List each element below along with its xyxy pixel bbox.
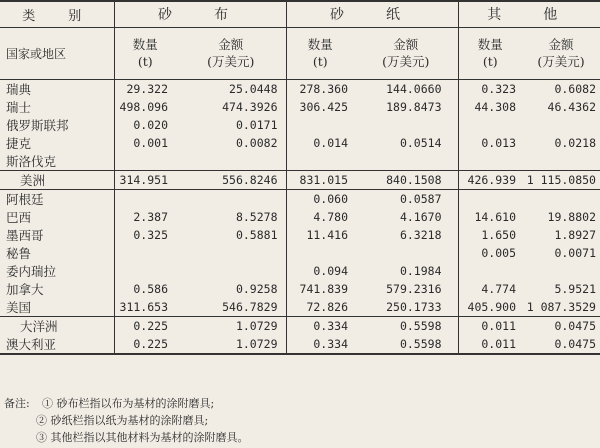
qty-unit: (t)	[482, 54, 498, 69]
paper-qty-cell: 0.334	[286, 335, 354, 354]
cloth-qty-cell	[114, 262, 176, 280]
other-amount-header	[522, 27, 600, 79]
paper-qty-cell	[286, 116, 354, 134]
header-row-categories	[0, 1, 600, 27]
other-qty-cell	[458, 116, 522, 134]
cloth-amount-cell: 1.0729	[176, 335, 286, 354]
cloth-amount-cell	[176, 262, 286, 280]
amount-unit: (万美元)	[382, 54, 430, 69]
cloth-amount-header	[176, 27, 286, 79]
paper-qty-cell: 741.839	[286, 280, 354, 298]
other-amount-cell: 0.0218	[554, 135, 596, 150]
row-label: 加拿大	[6, 281, 44, 297]
paper-qty-cell: 306.425	[286, 98, 354, 116]
qty-label: 数量	[307, 37, 333, 52]
cloth-amount-cell: 0.9258	[235, 281, 278, 296]
row-label: 澳大利亚	[0, 335, 114, 354]
qty-unit: (t)	[137, 54, 153, 69]
cloth-qty-cell: 498.096	[114, 98, 176, 116]
header-row-units	[0, 27, 600, 79]
row-label: 美洲	[0, 170, 114, 189]
paper-amount-cell: 189.8473	[386, 99, 442, 114]
other-amount-cell: 5.9521	[554, 281, 596, 296]
paper-qty-cell: 0.060	[286, 189, 354, 208]
paper-qty-cell	[286, 152, 354, 171]
paper-qty-cell: 0.094	[286, 262, 354, 280]
row-label: 瑞典	[6, 81, 32, 97]
paper-qty-cell: 278.360	[286, 79, 354, 98]
cloth-amount-cell: 25.0448	[229, 81, 278, 96]
region-total-row	[0, 170, 600, 189]
table-row	[0, 189, 600, 208]
amount-unit: (万美元)	[537, 54, 585, 69]
other-amount-cell: 0.0071	[554, 245, 596, 260]
group-header-other: 其 他	[458, 1, 600, 27]
cloth-qty-cell: 2.387	[114, 208, 176, 226]
paper-amount-cell	[354, 244, 458, 262]
row-label: 委内瑞拉	[6, 263, 57, 279]
note-line-2: ② 砂纸栏指以纸为基材的涂附磨具;	[36, 414, 209, 427]
row-label: 秘鲁	[6, 245, 32, 261]
other-qty-cell: 0.013	[458, 134, 522, 152]
paper-qty-cell: 0.014	[286, 134, 354, 152]
paper-qty-cell: 11.416	[286, 226, 354, 244]
cloth-qty-cell: 0.325	[114, 226, 176, 244]
other-amount-cell: 46.4362	[547, 99, 596, 114]
table-row	[0, 244, 600, 262]
paper-amount-cell	[354, 116, 458, 134]
paper-qty-cell	[286, 244, 354, 262]
cloth-qty-cell: 0.225	[114, 335, 176, 354]
other-qty-cell: 14.610	[458, 208, 522, 226]
paper-qty-cell: 4.780	[286, 208, 354, 226]
qty-label: 数量	[132, 37, 158, 52]
cloth-amount-cell	[176, 189, 286, 208]
other-qty-cell: 1.650	[458, 226, 522, 244]
paper-amount-cell: 250.1733	[386, 299, 442, 314]
row-label: 瑞士	[6, 99, 32, 115]
row-label: 墨西哥	[6, 227, 44, 243]
cloth-amount-cell: 556.8246	[176, 170, 286, 189]
notes	[4, 395, 600, 446]
paper-qty-cell: 0.334	[286, 316, 354, 335]
cloth-qty-cell: 0.225	[114, 316, 176, 335]
other-qty-cell	[458, 152, 522, 171]
amount-label: 金额	[218, 37, 244, 52]
cloth-qty-header	[114, 27, 176, 79]
row-label: 大洋洲	[0, 316, 114, 335]
paper-qty-cell: 831.015	[286, 170, 354, 189]
cloth-qty-cell: 29.322	[114, 79, 176, 98]
paper-amount-cell: 579.2316	[386, 281, 442, 296]
other-qty-cell: 4.774	[458, 280, 522, 298]
group-header-paper: 砂 纸	[286, 1, 458, 27]
table-row	[0, 116, 600, 134]
other-qty-cell: 405.900	[458, 298, 522, 317]
paper-amount-cell: 0.0587	[399, 191, 442, 206]
paper-amount-cell: 4.1670	[399, 209, 442, 224]
other-qty-cell	[458, 189, 522, 208]
other-amount-cell	[522, 152, 600, 171]
cloth-qty-cell: 314.951	[114, 170, 176, 189]
table-row	[0, 226, 600, 244]
other-amount-cell: 0.0475	[522, 335, 600, 354]
notes-label: 备注:	[4, 397, 30, 410]
other-amount-cell	[522, 189, 600, 208]
paper-amount-cell: 0.0514	[399, 135, 442, 150]
other-qty-cell: 44.308	[458, 98, 522, 116]
cloth-amount-cell	[176, 244, 286, 262]
row-label: 俄罗斯联邦	[6, 117, 69, 133]
cloth-qty-cell	[114, 244, 176, 262]
group-header-cloth: 砂 布	[114, 1, 286, 27]
region-total-row	[0, 316, 600, 335]
note-line-3: ③ 其他栏指以其他材料为基材的涂附磨具。	[36, 431, 249, 444]
other-amount-cell: 1 115.0850	[522, 170, 600, 189]
other-qty-cell: 0.005	[458, 244, 522, 262]
cloth-qty-cell: 311.653	[114, 298, 176, 317]
other-qty-cell: 0.011	[458, 316, 522, 335]
cloth-amount-cell: 474.3926	[222, 99, 278, 114]
table-row	[0, 98, 600, 116]
paper-amount-cell: 0.5598	[354, 316, 458, 335]
paper-amount-cell	[354, 152, 458, 171]
row-label: 捷克	[6, 135, 32, 151]
amount-unit: (万美元)	[207, 54, 255, 69]
paper-amount-header	[354, 27, 458, 79]
other-amount-cell: 0.6082	[554, 81, 596, 96]
other-amount-cell	[522, 262, 600, 280]
amount-label: 金额	[548, 37, 574, 52]
note-text-1: ① 砂布栏指以布为基材的涂附磨具;	[42, 397, 215, 410]
paper-amount-cell: 840.1508	[354, 170, 458, 189]
row-label: 美国	[6, 299, 32, 315]
table-row	[0, 262, 600, 280]
cloth-amount-cell: 0.0171	[235, 117, 278, 132]
other-amount-cell: 19.8802	[547, 209, 596, 224]
table-body	[0, 79, 600, 354]
amount-label: 金额	[393, 37, 419, 52]
cloth-qty-cell: 0.020	[114, 116, 176, 134]
paper-qty-header	[286, 27, 354, 79]
other-qty-cell: 426.939	[458, 170, 522, 189]
table-row	[0, 79, 600, 98]
table-row	[0, 208, 600, 226]
cloth-amount-cell: 0.5881	[235, 227, 278, 242]
cloth-amount-cell	[176, 152, 286, 171]
qty-unit: (t)	[312, 54, 328, 69]
other-amount-cell	[522, 116, 600, 134]
paper-amount-cell: 144.0660	[386, 81, 442, 96]
other-qty-cell: 0.323	[458, 79, 522, 98]
other-qty-cell	[458, 262, 522, 280]
country-label: 国家或地区	[0, 27, 114, 79]
other-amount-cell: 1 087.3529	[526, 299, 596, 314]
cloth-qty-cell	[114, 189, 176, 208]
paper-amount-cell: 0.1984	[399, 263, 442, 278]
paper-amount-cell: 6.3218	[399, 227, 442, 242]
other-qty-header	[458, 27, 522, 79]
paper-amount-cell: 0.5598	[354, 335, 458, 354]
cloth-amount-cell: 8.5278	[235, 209, 278, 224]
other-amount-cell: 0.0475	[522, 316, 600, 335]
cloth-amount-cell: 0.0082	[235, 135, 278, 150]
table-row	[0, 280, 600, 298]
row-label: 阿根廷	[6, 191, 44, 207]
table-row	[0, 152, 600, 171]
table-row	[0, 134, 600, 152]
table-row	[0, 298, 600, 317]
note-line-1	[4, 395, 600, 412]
paper-qty-cell: 72.826	[286, 298, 354, 317]
table-row	[0, 335, 600, 354]
row-label: 斯洛伐克	[6, 153, 57, 169]
qty-label: 数量	[477, 37, 503, 52]
other-qty-cell: 0.011	[458, 335, 522, 354]
other-amount-cell: 1.8927	[554, 227, 596, 242]
category-label: 类 别	[0, 1, 114, 27]
cloth-amount-cell: 546.7829	[222, 299, 278, 314]
cloth-qty-cell: 0.586	[114, 280, 176, 298]
cloth-qty-cell: 0.001	[114, 134, 176, 152]
cloth-amount-cell: 1.0729	[176, 316, 286, 335]
cloth-qty-cell	[114, 152, 176, 171]
row-label: 巴西	[6, 209, 32, 225]
